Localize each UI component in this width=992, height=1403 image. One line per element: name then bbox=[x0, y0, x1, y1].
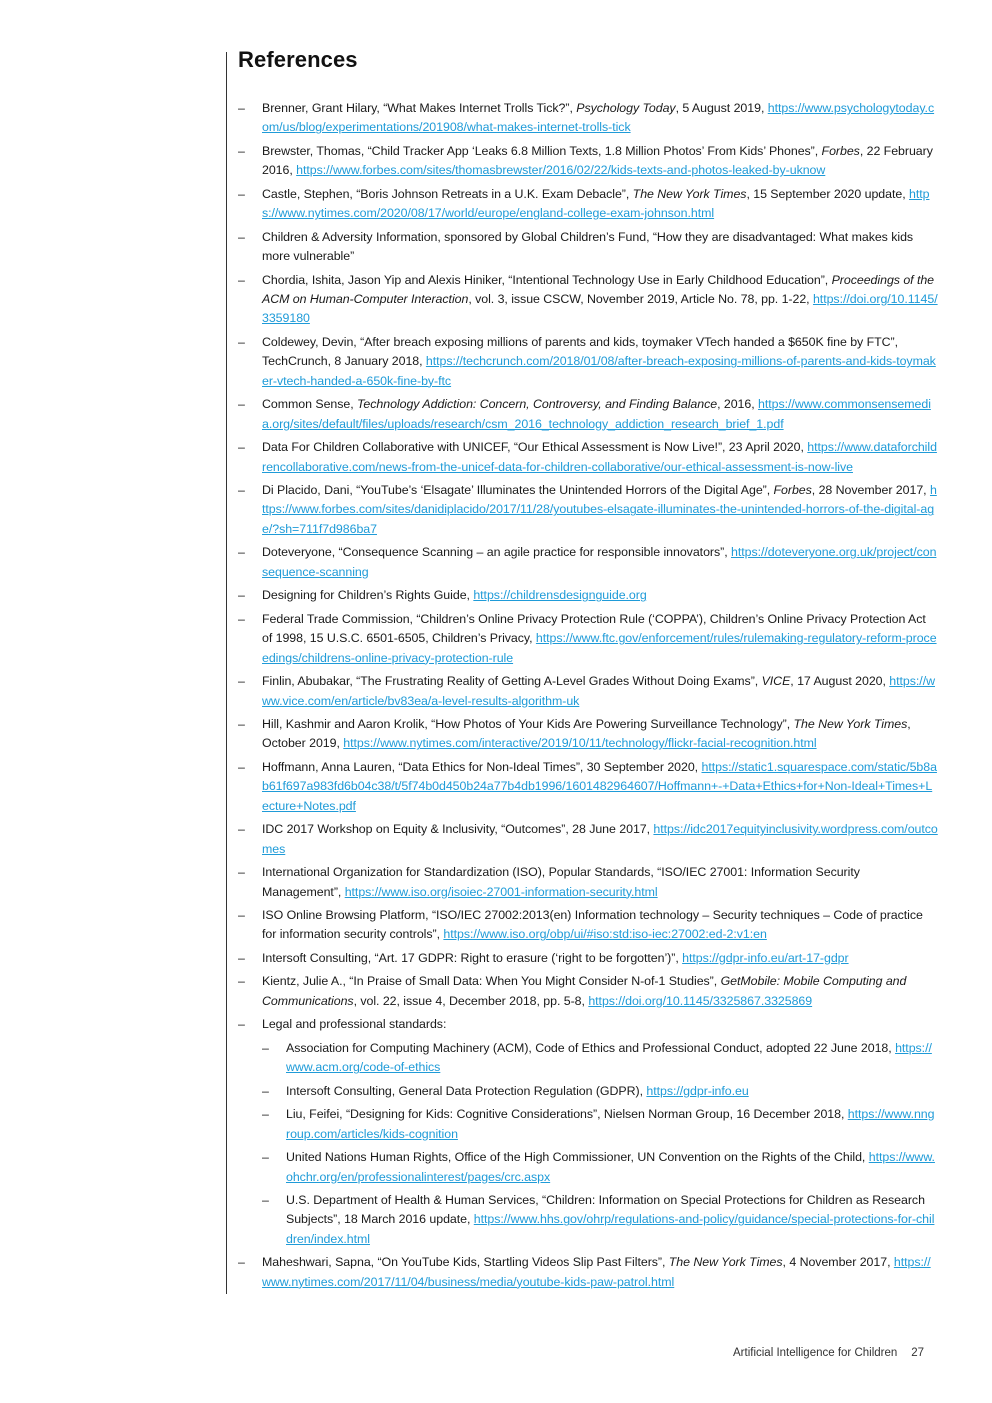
reference-item bbox=[238, 672, 938, 711]
list-dash: – bbox=[262, 1040, 269, 1055]
list-dash: – bbox=[238, 1255, 245, 1270]
list-dash: – bbox=[238, 101, 245, 115]
reference-item bbox=[238, 99, 938, 138]
reference-text: Intersoft Consulting, “Art. 17 GDPR: Right to erasure (‘right to be forgotten’)”, bbox=[262, 950, 683, 965]
reference-text: Chordia, Ishita, Jason Yip and Alexis Hiniker, “Intentional Technology Use in Early Childhood Education”, bbox=[262, 272, 832, 287]
reference-link[interactable]: https://doi.org/10.1145/3359180 bbox=[262, 292, 938, 326]
reference-link[interactable]: https://doteveryone.org.uk/project/consequence-scanning bbox=[262, 545, 937, 579]
reference-link[interactable]: https://www.iso.org/isoiec-27001-information-security.html bbox=[344, 884, 658, 899]
publication-title: Proceedings of the ACM on Human-Computer Interaction bbox=[262, 272, 935, 307]
reference-link[interactable]: https://www.nytimes.com/2020/08/17/world/europe/england-college-exam-johnson.html bbox=[262, 186, 930, 221]
list-dash: – bbox=[238, 440, 245, 455]
publication-title: Forbes bbox=[821, 143, 860, 158]
list-dash: – bbox=[238, 717, 245, 731]
reference-text: Coldewey, Devin, “After breach exposing millions of parents and kids, toymaker VTech handed a $650K fine by FTC”, TechCrunch, 8 January 2018, bbox=[262, 334, 899, 369]
reference-text: Legal and professional standards: bbox=[262, 1017, 447, 1032]
reference-link[interactable]: https://techcrunch.com/2018/01/08/after-breach-exposing-millions-of-parents-and-kids-toymaker-vtech-handed-a-650k-fine-by-ftc bbox=[262, 354, 936, 388]
reference-item bbox=[238, 715, 938, 754]
reference-item bbox=[238, 972, 938, 1011]
page-number: 27 bbox=[911, 1347, 925, 1359]
list-dash: – bbox=[238, 334, 245, 349]
list-dash: – bbox=[262, 1193, 269, 1208]
reference-link[interactable]: https://idc2017equityinclusivity.wordpress.com/outcomes bbox=[262, 822, 938, 856]
list-dash: – bbox=[238, 865, 245, 880]
reference-text: Brewster, Thomas, “Child Tracker App ‘Leaks 6.8 Million Texts, 1.8 Million Photos’ From Kids’ Phones”, bbox=[262, 143, 822, 158]
list-dash: – bbox=[238, 822, 245, 837]
list-dash: – bbox=[238, 759, 245, 774]
page-footer bbox=[733, 1347, 924, 1359]
reference-item bbox=[238, 1015, 938, 1249]
reference-link[interactable]: https://static1.squarespace.com/static/5b8ab61f697a983fd6b04c38/t/5f74b0d450b24a77b4db1996/1601482964607/Hoffmann+-+Data+Ethics+for+Non-Ideal+Times+Lecture+Notes.pdf bbox=[262, 759, 937, 813]
references-list bbox=[238, 99, 938, 1296]
reference-text: , 15 September 2020 update, bbox=[746, 186, 909, 201]
reference-text: , October 2019, bbox=[262, 717, 911, 751]
list-dash: – bbox=[238, 611, 245, 626]
reference-item bbox=[238, 949, 938, 968]
list-dash: – bbox=[238, 483, 245, 498]
reference-text: , 22 February 2016, bbox=[262, 143, 933, 178]
reference-text: Brenner, Grant Hilary, “What Makes Internet Trolls Tick?”, bbox=[262, 101, 577, 115]
reference-link[interactable]: https://childrensdesignguide.org bbox=[473, 588, 647, 603]
reference-item bbox=[238, 1253, 938, 1292]
list-dash: – bbox=[238, 1017, 245, 1032]
reference-link[interactable]: https://www.nngroup.com/articles/kids-cognition bbox=[286, 1107, 935, 1141]
reference-item bbox=[238, 395, 938, 434]
reference-text: Designing for Children’s Rights Guide, bbox=[262, 588, 474, 603]
publication-title: The New York Times bbox=[793, 717, 908, 731]
reference-link[interactable]: https://www.nytimes.com/interactive/2019/10/11/technology/flickr-facial-recognition.html bbox=[343, 736, 817, 751]
reference-link[interactable]: https://www.vice.com/en/article/bv83ea/a-level-results-algorithm-uk bbox=[262, 674, 935, 708]
reference-text: , 5 August 2019, bbox=[675, 101, 768, 115]
list-dash: – bbox=[238, 974, 245, 989]
reference-text: IDC 2017 Workshop on Equity & Inclusivity, “Outcomes”, 28 June 2017, bbox=[262, 822, 654, 837]
reference-link[interactable]: https://gdpr-info.eu/art-17-gdpr bbox=[682, 950, 849, 965]
reference-text: Data For Children Collaborative with UNICEF, “Our Ethical Assessment is Now Live!”, 23 April 2020, bbox=[262, 440, 808, 455]
reference-text: Doteveryone, “Consequence Scanning – an agile practice for responsible innovators”, bbox=[262, 545, 731, 560]
reference-text: Hoffmann, Anna Lauren, “Data Ethics for Non-Ideal Times”, 30 September 2020, bbox=[262, 759, 702, 774]
publication-title: VICE bbox=[761, 674, 791, 689]
footer-title: Artificial Intelligence for Children bbox=[733, 1347, 898, 1359]
publication-title: GetMobile: Mobile Computing and Communications bbox=[262, 974, 907, 1008]
reference-link[interactable]: https://www.ftc.gov/enforcement/rules/rulemaking-regulatory-reform-proceedings/childrens-online-privacy-protection-rule bbox=[262, 631, 937, 665]
reference-link[interactable]: https://www.acm.org/code-of-ethics bbox=[286, 1040, 932, 1075]
reference-text: Finlin, Abubakar, “The Frustrating Reality of Getting A-Level Grades Without Doing Exams”, bbox=[262, 674, 762, 689]
reference-item bbox=[238, 586, 938, 605]
reference-text: , 4 November 2017, bbox=[782, 1255, 894, 1270]
reference-text: Intersoft Consulting, General Data Protection Regulation (GDPR), bbox=[286, 1083, 647, 1098]
reference-link[interactable]: https://gdpr-info.eu bbox=[646, 1083, 749, 1098]
list-dash: – bbox=[238, 674, 245, 689]
reference-text: Hill, Kashmir and Aaron Krolik, “How Photos of Your Kids Are Powering Surveillance Technology”, bbox=[262, 717, 794, 731]
sub-reference-item bbox=[262, 1191, 938, 1249]
sub-reference-item bbox=[262, 1039, 938, 1078]
list-dash: – bbox=[238, 588, 245, 603]
reference-item bbox=[238, 820, 938, 859]
page-title: References bbox=[238, 47, 358, 72]
reference-text: Di Placido, Dani, “YouTube’s ‘Elsagate’ Illuminates the Unintended Horrors of the Digital Age”, bbox=[262, 483, 774, 498]
reference-item bbox=[238, 481, 938, 539]
reference-link[interactable]: https://doi.org/10.1145/3325867.3325869 bbox=[588, 993, 813, 1008]
list-dash: – bbox=[262, 1107, 269, 1122]
reference-item bbox=[238, 185, 938, 224]
reference-link[interactable]: https://www.hhs.gov/ohrp/regulations-and-policy/guidance/special-protections-for-children/index.html bbox=[286, 1212, 935, 1246]
reference-link[interactable]: https://www.nytimes.com/2017/11/04/business/media/youtube-kids-paw-patrol.html bbox=[262, 1255, 931, 1289]
publication-title: Psychology Today bbox=[576, 101, 676, 115]
list-dash: – bbox=[238, 397, 245, 412]
reference-item bbox=[238, 333, 938, 391]
reference-text: , 17 August 2020, bbox=[790, 674, 890, 689]
reference-text: Federal Trade Commission, “Children’s Online Privacy Protection Rule (‘COPPA’), Children’s Online Privacy Protection Act of 1998, 15 U.S.C. 6501-6505, Children’s Privacy, bbox=[262, 611, 926, 646]
sub-reference-item bbox=[262, 1082, 938, 1101]
reference-item bbox=[238, 543, 938, 582]
reference-item bbox=[238, 906, 938, 945]
reference-text: , vol. 22, issue 4, December 2018, pp. 5-8, bbox=[353, 993, 589, 1008]
publication-title: Forbes bbox=[773, 483, 812, 498]
reference-text: U.S. Department of Health & Human Services, “Children: Information on Special Protections for Children as Research Subjects”, 18 March 2016 update, bbox=[286, 1193, 925, 1227]
reference-link[interactable]: https://www.psychologytoday.com/us/blog/experimentations/201908/what-makes-internet-trolls-tick bbox=[262, 101, 935, 135]
list-dash: – bbox=[238, 950, 245, 965]
publication-title: The New York Times bbox=[632, 186, 747, 201]
vertical-rule bbox=[226, 52, 227, 1294]
reference-link[interactable]: https://www.commonsensemedia.org/sites/default/files/uploads/research/csm_2016_technology_addiction_research_brief_1.pdf bbox=[262, 397, 931, 431]
list-dash: – bbox=[238, 272, 245, 287]
reference-text: International Organization for Standardization (ISO), Popular Standards, “ISO/IEC 27001: Information Security Management”, bbox=[262, 865, 860, 899]
sub-reference-item bbox=[262, 1148, 938, 1187]
reference-item bbox=[238, 271, 938, 329]
list-dash: – bbox=[262, 1083, 269, 1098]
reference-text: Children & Adversity Information, sponsored by Global Children’s Fund, “How they are disadvantaged: What makes kids more vulnerable” bbox=[262, 229, 914, 264]
list-dash: – bbox=[238, 229, 245, 244]
reference-link[interactable]: https://www.iso.org/obp/ui/#iso:std:iso-iec:27002:ed-2:v1:en bbox=[443, 927, 767, 942]
reference-item bbox=[238, 438, 938, 477]
reference-text: Common Sense, bbox=[262, 397, 358, 412]
reference-link[interactable]: https://www.dataforchildrencollaborative.com/news-from-the-unicef-data-for-children-collaborative/our-ethical-assessment-is-now-live bbox=[262, 440, 937, 474]
list-dash: – bbox=[238, 186, 245, 201]
list-dash: – bbox=[238, 545, 245, 560]
list-dash: – bbox=[262, 1150, 269, 1165]
reference-text: , 2016, bbox=[717, 397, 759, 412]
reference-text: , 28 November 2017, bbox=[811, 483, 930, 498]
sub-reference-list bbox=[262, 1039, 938, 1249]
list-dash: – bbox=[238, 143, 245, 158]
reference-text: Maheshwari, Sapna, “On YouTube Kids, Startling Videos Slip Past Filters”, bbox=[262, 1255, 669, 1270]
publication-title: Technology Addiction: Concern, Controversy, and Finding Balance bbox=[357, 397, 718, 412]
reference-item bbox=[238, 228, 938, 267]
list-dash: – bbox=[238, 908, 245, 923]
reference-item bbox=[238, 142, 938, 181]
reference-text: Kientz, Julie A., “In Praise of Small Data: When You Might Consider N-of-1 Studies”, bbox=[262, 974, 721, 989]
reference-link[interactable]: https://www.forbes.com/sites/thomasbrewster/2016/02/22/kids-texts-and-photos-leaked-by-uknow bbox=[296, 163, 826, 178]
reference-text: United Nations Human Rights, Office of the High Commissioner, UN Convention on the Rights of the Child, bbox=[286, 1150, 869, 1165]
reference-link[interactable]: https://www.ohchr.org/en/professionalinterest/pages/crc.aspx bbox=[286, 1150, 935, 1184]
reference-item bbox=[238, 758, 938, 816]
publication-title: The New York Times bbox=[668, 1255, 783, 1270]
reference-text: Castle, Stephen, “Boris Johnson Retreats in a U.K. Exam Debacle”, bbox=[262, 186, 633, 201]
reference-text: ISO Online Browsing Platform, “ISO/IEC 27002:2013(en) Information technology – Security techniques – Code of practice for information security controls”, bbox=[262, 908, 923, 942]
reference-item bbox=[238, 610, 938, 668]
reference-text: Liu, Feifei, “Designing for Kids: Cognitive Considerations”, Nielsen Norman Group, 16 December 2018, bbox=[286, 1107, 848, 1122]
reference-text: , vol. 3, issue CSCW, November 2019, Article No. 78, pp. 1-22, bbox=[468, 292, 813, 307]
reference-text: Association for Computing Machinery (ACM), Code of Ethics and Professional Conduct, adopted 22 June 2018, bbox=[286, 1040, 896, 1055]
reference-link[interactable]: https://www.forbes.com/sites/danidiplacido/2017/11/28/youtubes-elsagate-illuminates-the-unintended-horrors-of-the-digital-age/?sh=711f7d986ba7 bbox=[262, 483, 937, 536]
reference-item bbox=[238, 863, 938, 902]
sub-reference-item bbox=[262, 1105, 938, 1144]
